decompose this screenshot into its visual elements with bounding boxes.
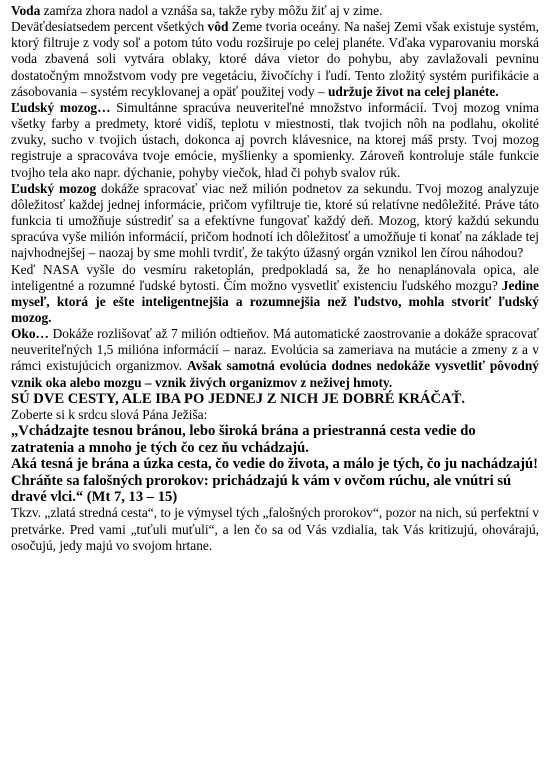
bold-text: Aká tesná je brána a úzka cesta, čo vedie do života, a málo je tých, čo ju nachádzajú! Chráňte sa falošných prorokov: prichádzajú k vám v ovčom rúchu, ale vnútri sú dravé vlci.“ [11,456,538,505]
text: Zeme tvoria oceány. Na našej Zemi však existuje systém, ktorý filtruje z vody soľ a potom túto vodu rozširuje po celej planéte. Vďaka vyparovaniu morská voda zbavená soli vytvára oblaky, ktoré dáva vietor do pohybu, aby zavlažovali pevninu dostatočným množstvom vody pre vegetáciu, živočíchy i ľudí. Tento zložitý systém purifikácie a zásobovania – systém recyklovanej a opäť použitej vody – [11,19,539,99]
bold-text: SÚ DVE CESTY, ALE IBA PO JEDNEJ Z NICH JE DOBRÉ KRÁČAŤ. [11,390,465,407]
paragraph-quote-intro [11,407,539,423]
paragraph-ocean [11,19,539,100]
text: Simultánne spracúva neuveriteľné množstvo informácií. Tvoj mozog vníma všetky farby a predmety, ktoré vidíš, teplotu v miestnosti, tlak tvojich nôh na podlahu, okolité zvuky, sucho v tvojich ústach, dokonca aj povrch klávesnice, na ktorej máš prsty. Tvoj mozog registruje a spracováva tvoje emócie, myšlienky a spomienky. Zároveň kontroluje stále funkcie tvojho tela ako napr. dýchanie, pohyby viečok, hlad či pohyb svalov rúk. [11,99,539,180]
paragraph-brain-1 [11,100,539,181]
paragraph-eye [11,326,539,391]
text: Zoberte si k srdcu slová Pána Ježiša: [11,407,208,423]
paragraph-two-ways-heading [11,391,539,407]
text: (Mt 7, 13 – 15) [83,488,178,505]
text: dokáže spracovať viac než milión podnetov za sekundu. Tvoj mozog analyzuje dôležitosť každej jednej informácie, pričom vyfiltruje tie, ktoré sú relatívne nedôležité. Práve táto funkcia ti umožňuje sústrediť sa a efektívne fungovať každý deň. Mozog, ktorý každú sekundu spracúva vyše milión informácií, pričom hodnotí ich dôležitosť a umožňuje ti konať na základe tej najvhodnejšej – naozaj by sme mohli tvrdiť, že takýto úžasný orgán vznikol len čírou náhodou? [11,180,539,261]
paragraph-false-prophets [11,505,539,553]
bold-text: Voda [11,3,41,18]
bold-text: Ľudský mozog [11,180,97,196]
text: Deväťdesiatsedem percent všetkých [11,19,208,35]
text: Dokáže rozlišovať až 7 milión odtieňov. Má automatické zaostrovanie a dokáže spracovať neuveriteľných 1,5 milióna informácií – naraz. Evolúcia sa zameriava na mutácie a zmeny z a v rámci existujúcich organizmov. [11,326,539,374]
bold-text: Jedine myseľ, ktorá je ešte inteligentnejšia a rozumnejšia než ľudstvo, mohla stvoriť ľudský mozog. [11,277,539,325]
paragraph-water [11,3,539,19]
paragraph-quote-2 [11,456,539,505]
text: Keď NASA vyšle do vesmíru raketoplán, predpokladá sa, že ho nenaplánovala opica, ale inteligentné a rozumné ľudské bytosti. Čím možno vysvetliť existenciu ľudského mozgu? [11,261,539,293]
text: zamŕza zhora nadol a vznáša sa, takže ryby môžu žiť aj v zime. [40,3,383,18]
bold-text: „Vchádzajte tesnou bránou, lebo široká brána a priestranná cesta vedie do zatratenia a mnoho je tých čo cez ňu vchádzajú. [11,423,476,456]
paragraph-nasa [11,262,539,327]
bold-text: Ľudský mozog… [11,99,111,115]
bold-text: Avšak samotná evolúcia dodnes nedokáže vysvetliť pôvodný vznik oka alebo mozgu – vznik živých organizmov z neživej hmoty. [11,358,539,390]
bold-text: vôd [207,19,229,35]
bold-text: Oko… [11,326,49,342]
paragraph-brain-2 [11,181,539,262]
bold-text: udržuje život na celej planéte. [327,83,499,99]
paragraph-quote [11,423,539,456]
text: Tkzv. „zlatá stredná cesta“, to je výmysel tých „falošných prorokov“, pozor na nich, sú perfektní v pretvárke. Pred vami „tuťuli muťuli“, a len čo sa od Vás vzdialia, tak Vás kritizujú, ohovárajú, osočujú, jedy majú vo svojom hrtane. [11,505,539,553]
